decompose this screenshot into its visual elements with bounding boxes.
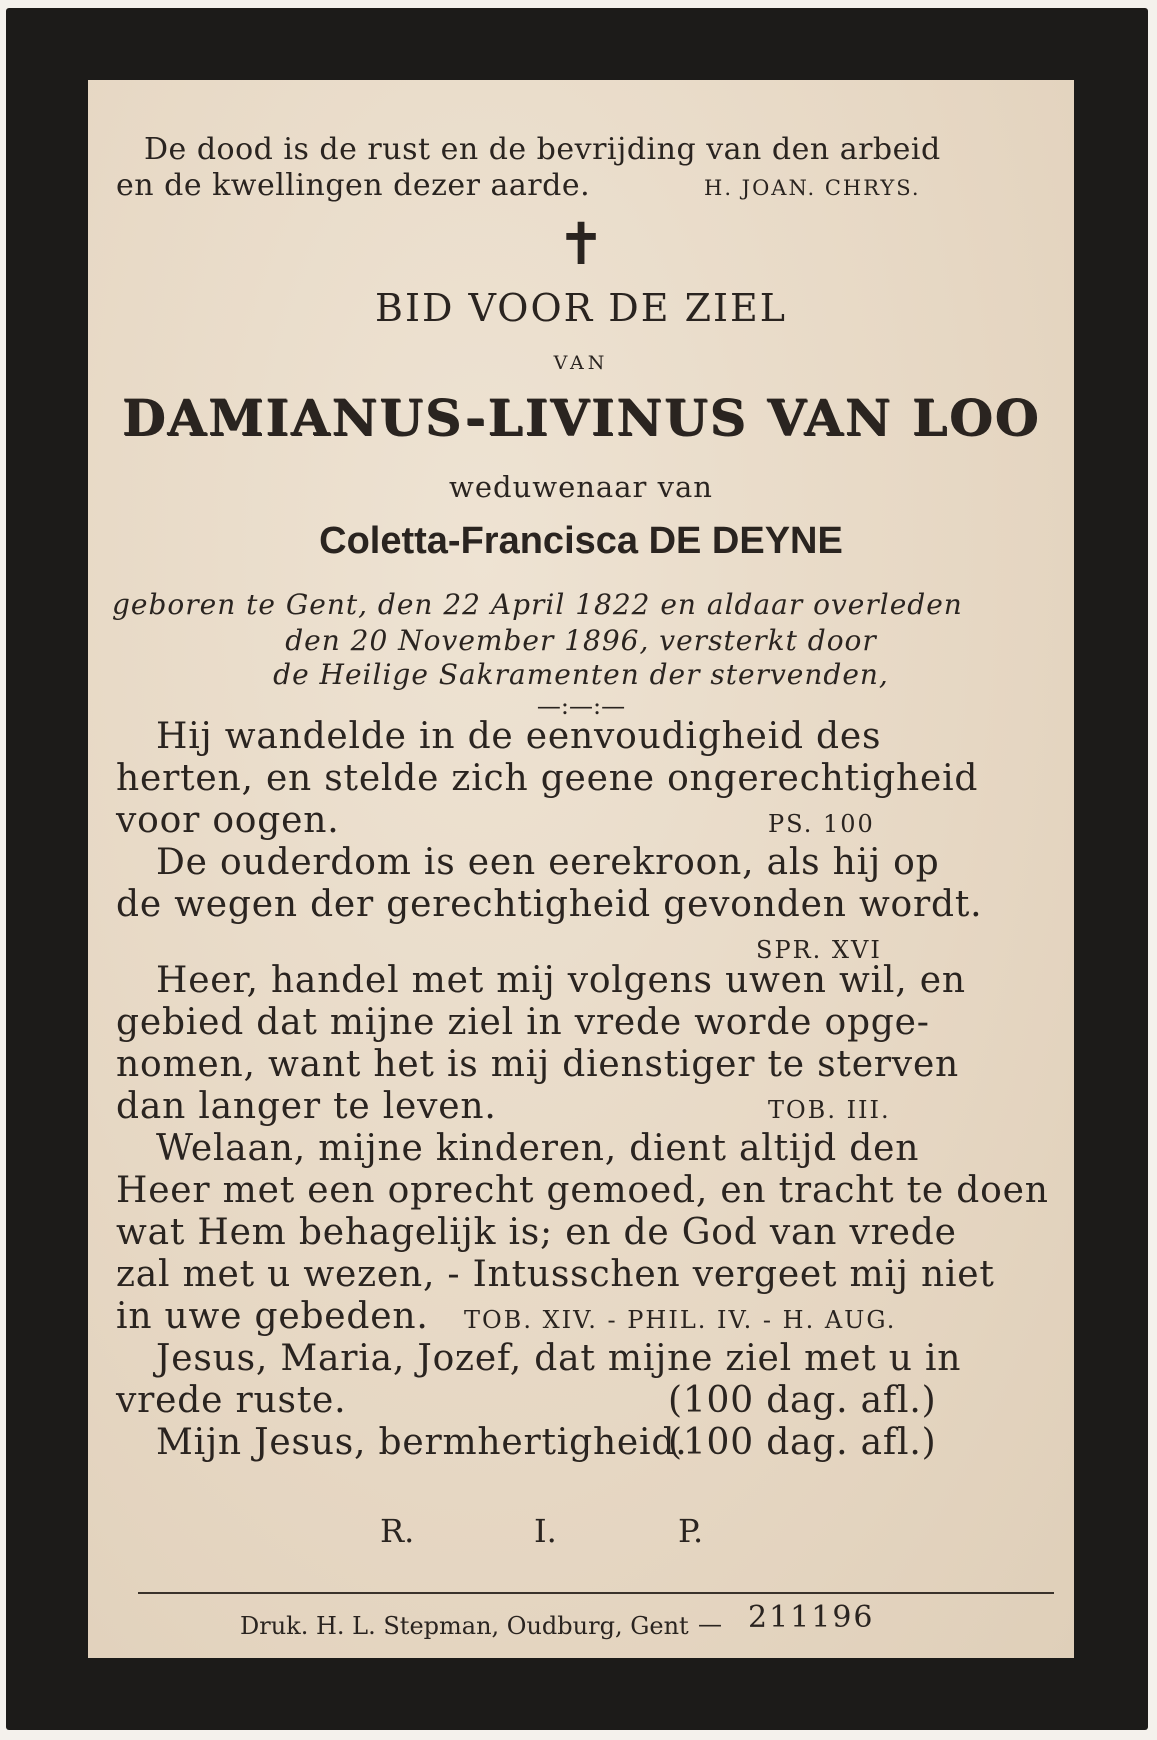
- quote-line-2: en de kwellingen dezer aarde.: [116, 168, 591, 203]
- verse-4-line-3: wat Hem behagelijk is; en de God van vrede: [116, 1212, 957, 1253]
- verse-1-line-1: Hij wandelde in de eenvoudigheid des: [156, 716, 882, 757]
- verse-4-line-4: zal met u wezen, - Intusschen vergeet mij niet: [116, 1254, 995, 1295]
- deceased-name: DAMIANUS-LIVINUS VAN LOO: [121, 388, 1041, 447]
- verse-3-line-1: Heer, handel met mij volgens uwen wil, en: [156, 960, 966, 1001]
- verse-4-reference: TOB. XIV. - PHIL. IV. - H. AUG.: [464, 1306, 897, 1334]
- verse-5-indulgence: (100 dag. afl.): [668, 1380, 937, 1421]
- footer-dash: —: [698, 1610, 722, 1638]
- verse-2-reference: SPR. XVI: [756, 936, 882, 964]
- verse-2-line-1: De ouderdom is een eerekroon, als hij op: [156, 842, 940, 883]
- verse-3-line-3: nomen, want het is mij dienstiger te sterven: [116, 1044, 960, 1085]
- rip-r: R.: [380, 1512, 415, 1550]
- widower-label: weduwenaar van: [449, 470, 713, 504]
- printer-credit: Druk. H. L. Stepman, Oudburg, Gent: [240, 1612, 689, 1640]
- dates-line-3: de Heilige Sakramenten der stervenden,: [273, 658, 889, 691]
- mourning-border: [6, 8, 1148, 1730]
- verse-6-indulgence: (100 dag. afl.): [668, 1422, 937, 1463]
- van-label: VAN: [553, 352, 609, 374]
- verse-4-line-5: in uwe gebeden.: [116, 1296, 429, 1337]
- heading: BID VOOR DE ZIEL: [375, 286, 787, 330]
- memorial-card: [88, 80, 1074, 1658]
- dates-line-1: geboren te Gent, den 22 April 1822 en aldaar overleden: [112, 588, 963, 621]
- quote-source: H. JOAN. CHRYS.: [704, 176, 921, 200]
- verse-1-line-2: herten, en stelde zich geene ongerechtigheid: [116, 758, 979, 799]
- verse-3-line-4: dan langer te leven.: [116, 1086, 497, 1127]
- rip-p: P.: [678, 1512, 704, 1550]
- rip-i: I.: [534, 1512, 557, 1550]
- card-number: 211196: [748, 1600, 875, 1635]
- verse-1-line-3: voor oogen.: [116, 800, 340, 841]
- verse-4-line-1: Welaan, mijne kinderen, dient altijd den: [156, 1128, 920, 1169]
- verse-3-line-2: gebied dat mijne ziel in vrede worde opge-: [116, 1002, 930, 1043]
- verse-2-line-2: de wegen der gerechtigheid gevonden wordt.: [116, 884, 983, 925]
- cross-icon: ✝: [556, 210, 606, 278]
- spouse-name: Coletta-Francisca DE DEYNE: [319, 520, 843, 562]
- verse-5-line-2: vrede ruste.: [116, 1380, 347, 1421]
- verse-3-reference: TOB. III.: [768, 1096, 891, 1124]
- footer-rule: [138, 1592, 1054, 1594]
- verse-5-line-1: Jesus, Maria, Jozef, dat mijne ziel met u in: [156, 1338, 962, 1379]
- separator: —:—:—: [536, 692, 626, 720]
- quote-line-1: De dood is de rust en de bevrijding van den arbeid: [144, 132, 941, 167]
- verse-4-line-2: Heer met een oprecht gemoed, en tracht te doen: [116, 1170, 1049, 1211]
- dates-line-2: den 20 November 1896, versterkt door: [285, 624, 877, 657]
- verse-1-reference: PS. 100: [768, 810, 875, 838]
- verse-6-line-1: Mijn Jesus, bermhertigheid.: [156, 1422, 688, 1463]
